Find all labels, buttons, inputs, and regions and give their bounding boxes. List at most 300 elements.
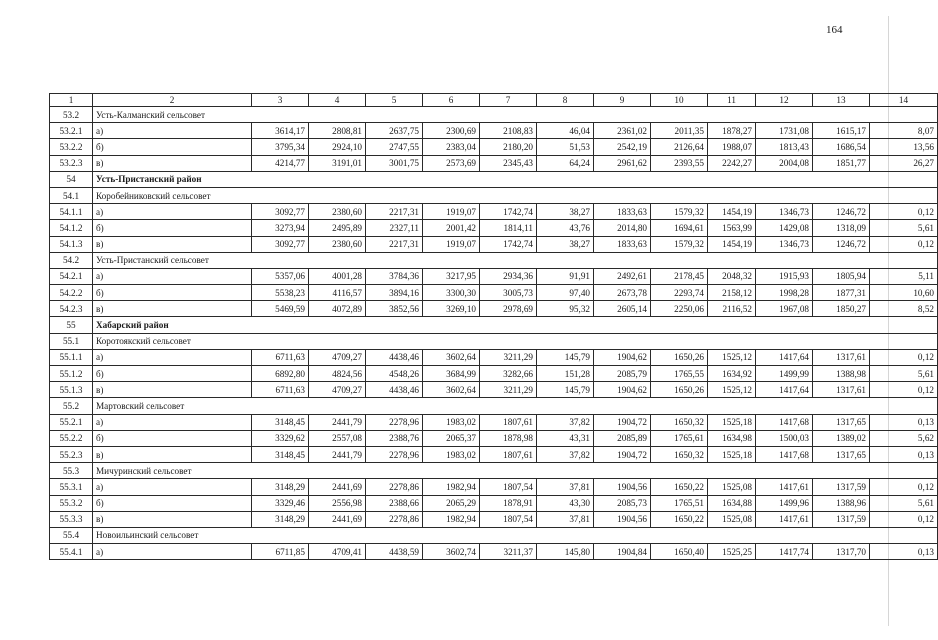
value-cell: 1579,32 (651, 236, 708, 252)
table-header-row (50, 94, 938, 107)
value-cell: 1650,22 (651, 511, 708, 527)
value-cell: 2573,69 (423, 155, 480, 171)
value-cell: 91,91 (537, 268, 594, 284)
value-cell: 2242,27 (708, 155, 756, 171)
value-cell: 6892,80 (252, 366, 309, 382)
value-cell: 2048,32 (708, 268, 756, 284)
row-label: в) (93, 446, 252, 462)
value-cell: 3148,29 (252, 511, 309, 527)
row-label: б) (93, 430, 252, 446)
table-row (50, 414, 938, 430)
table-row (50, 382, 938, 398)
tariff-table (49, 93, 938, 560)
row-code: 55.1.2 (50, 366, 93, 382)
value-cell: 1634,88 (708, 495, 756, 511)
value-cell: 1686,54 (813, 139, 870, 155)
section-title: Усть-Калманский сельсовет (93, 107, 938, 123)
value-cell: 1317,65 (813, 414, 870, 430)
value-cell: 1634,98 (708, 430, 756, 446)
row-label: а) (93, 544, 252, 560)
section-row (50, 463, 938, 479)
value-cell: 1454,19 (708, 236, 756, 252)
value-cell: 1807,61 (480, 446, 537, 462)
column-header: 5 (366, 94, 423, 107)
value-cell: 1317,59 (813, 511, 870, 527)
value-cell: 2556,98 (309, 495, 366, 511)
value-cell: 1388,98 (813, 366, 870, 382)
value-cell: 2441,79 (309, 414, 366, 430)
value-cell: 4214,77 (252, 155, 309, 171)
table-row (50, 511, 938, 527)
value-cell: 3602,64 (423, 382, 480, 398)
value-cell: 1742,74 (480, 204, 537, 220)
value-cell: 1765,61 (651, 430, 708, 446)
value-cell: 5,61 (870, 366, 938, 382)
value-cell: 51,53 (537, 139, 594, 155)
value-cell: 1615,17 (813, 123, 870, 139)
row-code: 55.3 (50, 463, 93, 479)
value-cell: 1525,18 (708, 446, 756, 462)
value-cell: 1634,92 (708, 366, 756, 382)
value-cell: 2495,89 (309, 220, 366, 236)
value-cell: 3894,16 (366, 285, 423, 301)
value-cell: 3784,36 (366, 268, 423, 284)
value-cell: 1417,64 (756, 349, 813, 365)
value-cell: 1499,99 (756, 366, 813, 382)
value-cell: 1317,70 (813, 544, 870, 560)
table-row (50, 268, 938, 284)
value-cell: 0,13 (870, 544, 938, 560)
value-cell: 2808,81 (309, 123, 366, 139)
value-cell: 1417,61 (756, 479, 813, 495)
value-cell: 1742,74 (480, 236, 537, 252)
value-cell: 1850,27 (813, 301, 870, 317)
value-cell: 1346,73 (756, 236, 813, 252)
value-cell: 0,12 (870, 511, 938, 527)
value-cell: 2961,62 (594, 155, 651, 171)
value-cell: 4709,27 (309, 349, 366, 365)
row-code: 55.4 (50, 527, 93, 543)
value-cell: 2380,60 (309, 204, 366, 220)
district-title: Хабарский район (93, 317, 938, 333)
value-cell: 6711,63 (252, 349, 309, 365)
value-cell: 2116,52 (708, 301, 756, 317)
section-row (50, 333, 938, 349)
value-cell: 46,04 (537, 123, 594, 139)
column-header: 11 (708, 94, 756, 107)
value-cell: 3005,73 (480, 285, 537, 301)
value-cell: 1417,68 (756, 414, 813, 430)
value-cell: 1915,93 (756, 268, 813, 284)
district-row (50, 171, 938, 187)
value-cell: 1317,61 (813, 382, 870, 398)
value-cell: 0,13 (870, 446, 938, 462)
district-row (50, 317, 938, 333)
value-cell: 1650,26 (651, 382, 708, 398)
value-cell: 1983,02 (423, 414, 480, 430)
value-cell: 1417,68 (756, 446, 813, 462)
value-cell: 2388,76 (366, 430, 423, 446)
value-cell: 1346,73 (756, 204, 813, 220)
value-cell: 1904,62 (594, 382, 651, 398)
value-cell: 5,62 (870, 430, 938, 446)
value-cell: 2278,86 (366, 511, 423, 527)
value-cell: 0,12 (870, 349, 938, 365)
value-cell: 1525,12 (708, 349, 756, 365)
value-cell: 3300,30 (423, 285, 480, 301)
value-cell: 2380,60 (309, 236, 366, 252)
value-cell: 0,13 (870, 414, 938, 430)
value-cell: 6711,63 (252, 382, 309, 398)
value-cell: 4116,57 (309, 285, 366, 301)
value-cell: 1983,02 (423, 446, 480, 462)
value-cell: 2108,83 (480, 123, 537, 139)
row-code: 53.2 (50, 107, 93, 123)
value-cell: 1878,98 (480, 430, 537, 446)
value-cell: 4824,56 (309, 366, 366, 382)
value-cell: 2361,02 (594, 123, 651, 139)
column-header: 1 (50, 94, 93, 107)
value-cell: 3795,34 (252, 139, 309, 155)
row-label: б) (93, 139, 252, 155)
value-cell: 4709,41 (309, 544, 366, 560)
value-cell: 0,12 (870, 236, 938, 252)
value-cell: 2542,19 (594, 139, 651, 155)
value-cell: 0,12 (870, 382, 938, 398)
value-cell: 0,12 (870, 204, 938, 220)
row-code: 55.2 (50, 398, 93, 414)
value-cell: 43,76 (537, 220, 594, 236)
row-code: 55 (50, 317, 93, 333)
column-header: 14 (870, 94, 938, 107)
value-cell: 1904,84 (594, 544, 651, 560)
row-label: а) (93, 268, 252, 284)
row-label: а) (93, 349, 252, 365)
value-cell: 2278,86 (366, 479, 423, 495)
row-label: в) (93, 382, 252, 398)
value-cell: 6711,85 (252, 544, 309, 560)
value-cell: 3329,62 (252, 430, 309, 446)
table-row (50, 236, 938, 252)
section-row (50, 398, 938, 414)
value-cell: 3852,56 (366, 301, 423, 317)
value-cell: 43,31 (537, 430, 594, 446)
value-cell: 2158,12 (708, 285, 756, 301)
value-cell: 1650,32 (651, 414, 708, 430)
value-cell: 2383,04 (423, 139, 480, 155)
value-cell: 5469,59 (252, 301, 309, 317)
row-label: б) (93, 285, 252, 301)
value-cell: 8,07 (870, 123, 938, 139)
column-header: 9 (594, 94, 651, 107)
value-cell: 2924,10 (309, 139, 366, 155)
row-code: 55.1.3 (50, 382, 93, 398)
value-cell: 1579,32 (651, 204, 708, 220)
row-code: 55.3.1 (50, 479, 93, 495)
value-cell: 4072,89 (309, 301, 366, 317)
value-cell: 3211,29 (480, 382, 537, 398)
row-label: в) (93, 236, 252, 252)
value-cell: 2441,69 (309, 479, 366, 495)
value-cell: 2637,75 (366, 123, 423, 139)
value-cell: 37,82 (537, 414, 594, 430)
value-cell: 2014,80 (594, 220, 651, 236)
value-cell: 2300,69 (423, 123, 480, 139)
page-number: 164 (826, 24, 843, 36)
value-cell: 1389,02 (813, 430, 870, 446)
value-cell: 1694,61 (651, 220, 708, 236)
value-cell: 2441,79 (309, 446, 366, 462)
value-cell: 1904,72 (594, 446, 651, 462)
value-cell: 5357,06 (252, 268, 309, 284)
value-cell: 2085,79 (594, 366, 651, 382)
value-cell: 1807,54 (480, 511, 537, 527)
column-header: 3 (252, 94, 309, 107)
value-cell: 2217,31 (366, 204, 423, 220)
value-cell: 5538,23 (252, 285, 309, 301)
value-cell: 2345,43 (480, 155, 537, 171)
table-row (50, 366, 938, 382)
value-cell: 3614,17 (252, 123, 309, 139)
value-cell: 64,24 (537, 155, 594, 171)
value-cell: 2492,61 (594, 268, 651, 284)
value-cell: 1388,96 (813, 495, 870, 511)
value-cell: 1317,59 (813, 479, 870, 495)
table-row (50, 349, 938, 365)
row-code: 55.4.1 (50, 544, 93, 560)
value-cell: 1525,12 (708, 382, 756, 398)
value-cell: 2085,89 (594, 430, 651, 446)
value-cell: 1318,09 (813, 220, 870, 236)
row-code: 54.2.1 (50, 268, 93, 284)
row-label: а) (93, 479, 252, 495)
value-cell: 2178,45 (651, 268, 708, 284)
value-cell: 3602,64 (423, 349, 480, 365)
value-cell: 37,82 (537, 446, 594, 462)
value-cell: 1429,08 (756, 220, 813, 236)
value-cell: 1878,91 (480, 495, 537, 511)
value-cell: 0,12 (870, 479, 938, 495)
value-cell: 3602,74 (423, 544, 480, 560)
value-cell: 3217,95 (423, 268, 480, 284)
value-cell: 1982,94 (423, 511, 480, 527)
value-cell: 4438,46 (366, 382, 423, 398)
value-cell: 3211,37 (480, 544, 537, 560)
value-cell: 145,79 (537, 382, 594, 398)
table-row (50, 479, 938, 495)
value-cell: 1904,62 (594, 349, 651, 365)
table-row (50, 544, 938, 560)
value-cell: 1563,99 (708, 220, 756, 236)
row-label: а) (93, 123, 252, 139)
value-cell: 1851,77 (813, 155, 870, 171)
value-cell: 1317,65 (813, 446, 870, 462)
value-cell: 1967,08 (756, 301, 813, 317)
value-cell: 8,52 (870, 301, 938, 317)
section-title: Коротоякский сельсовет (93, 333, 938, 349)
value-cell: 2557,08 (309, 430, 366, 446)
value-cell: 3211,29 (480, 349, 537, 365)
value-cell: 2278,96 (366, 446, 423, 462)
table-row (50, 446, 938, 462)
value-cell: 1525,08 (708, 511, 756, 527)
value-cell: 2085,73 (594, 495, 651, 511)
value-cell: 2180,20 (480, 139, 537, 155)
section-row (50, 107, 938, 123)
value-cell: 3282,66 (480, 366, 537, 382)
value-cell: 2126,64 (651, 139, 708, 155)
value-cell: 4438,59 (366, 544, 423, 560)
table-row (50, 123, 938, 139)
section-row (50, 527, 938, 543)
value-cell: 1833,63 (594, 204, 651, 220)
row-code: 53.2.3 (50, 155, 93, 171)
value-cell: 2004,08 (756, 155, 813, 171)
value-cell: 10,60 (870, 285, 938, 301)
table-row (50, 155, 938, 171)
value-cell: 3273,94 (252, 220, 309, 236)
value-cell: 1982,94 (423, 479, 480, 495)
row-code: 55.1 (50, 333, 93, 349)
value-cell: 2217,31 (366, 236, 423, 252)
value-cell: 2673,78 (594, 285, 651, 301)
value-cell: 2393,55 (651, 155, 708, 171)
value-cell: 3092,77 (252, 204, 309, 220)
value-cell: 1998,28 (756, 285, 813, 301)
row-label: в) (93, 155, 252, 171)
row-code: 53.2.2 (50, 139, 93, 155)
row-code: 55.3.2 (50, 495, 93, 511)
value-cell: 1904,56 (594, 511, 651, 527)
row-label: б) (93, 366, 252, 382)
value-cell: 1807,54 (480, 479, 537, 495)
value-cell: 5,11 (870, 268, 938, 284)
value-cell: 1650,32 (651, 446, 708, 462)
value-cell: 1731,08 (756, 123, 813, 139)
row-code: 54.2.2 (50, 285, 93, 301)
value-cell: 2441,69 (309, 511, 366, 527)
row-code: 54.1.2 (50, 220, 93, 236)
value-cell: 1878,27 (708, 123, 756, 139)
section-row (50, 187, 938, 203)
section-title: Мичуринский сельсовет (93, 463, 938, 479)
column-header: 8 (537, 94, 594, 107)
row-code: 54 (50, 171, 93, 187)
value-cell: 1525,08 (708, 479, 756, 495)
table-row (50, 430, 938, 446)
row-code: 54.1 (50, 187, 93, 203)
value-cell: 1317,61 (813, 349, 870, 365)
row-code: 55.2.1 (50, 414, 93, 430)
value-cell: 1650,22 (651, 479, 708, 495)
row-code: 54.2 (50, 252, 93, 268)
value-cell: 2065,37 (423, 430, 480, 446)
value-cell: 43,30 (537, 495, 594, 511)
value-cell: 3148,45 (252, 414, 309, 430)
section-title: Коробейниковский сельсовет (93, 187, 938, 203)
value-cell: 145,80 (537, 544, 594, 560)
table-row (50, 220, 938, 236)
section-row (50, 252, 938, 268)
value-cell: 145,79 (537, 349, 594, 365)
value-cell: 1904,72 (594, 414, 651, 430)
value-cell: 3269,10 (423, 301, 480, 317)
column-header: 7 (480, 94, 537, 107)
value-cell: 1919,07 (423, 236, 480, 252)
value-cell: 2605,14 (594, 301, 651, 317)
table-body (50, 94, 938, 560)
value-cell: 3329,46 (252, 495, 309, 511)
value-cell: 1988,07 (708, 139, 756, 155)
value-cell: 1246,72 (813, 204, 870, 220)
column-header: 10 (651, 94, 708, 107)
value-cell: 1499,96 (756, 495, 813, 511)
row-code: 54.1.1 (50, 204, 93, 220)
row-code: 53.2.1 (50, 123, 93, 139)
table-row (50, 285, 938, 301)
value-cell: 2293,74 (651, 285, 708, 301)
value-cell: 37,81 (537, 479, 594, 495)
value-cell: 2011,35 (651, 123, 708, 139)
value-cell: 2001,42 (423, 220, 480, 236)
row-label: в) (93, 511, 252, 527)
value-cell: 3684,99 (423, 366, 480, 382)
value-cell: 1650,40 (651, 544, 708, 560)
table-row (50, 495, 938, 511)
table-row (50, 139, 938, 155)
value-cell: 4438,46 (366, 349, 423, 365)
row-label: а) (93, 414, 252, 430)
value-cell: 2250,06 (651, 301, 708, 317)
value-cell: 4001,28 (309, 268, 366, 284)
value-cell: 37,81 (537, 511, 594, 527)
row-code: 55.3.3 (50, 511, 93, 527)
column-header: 6 (423, 94, 480, 107)
value-cell: 1454,19 (708, 204, 756, 220)
value-cell: 2747,55 (366, 139, 423, 155)
value-cell: 1500,03 (756, 430, 813, 446)
row-label: в) (93, 301, 252, 317)
value-cell: 1525,25 (708, 544, 756, 560)
section-title: Новоильинский сельсовет (93, 527, 938, 543)
value-cell: 151,28 (537, 366, 594, 382)
value-cell: 5,61 (870, 220, 938, 236)
value-cell: 13,56 (870, 139, 938, 155)
row-code: 55.2.3 (50, 446, 93, 462)
value-cell: 2388,66 (366, 495, 423, 511)
value-cell: 1877,31 (813, 285, 870, 301)
value-cell: 2934,36 (480, 268, 537, 284)
value-cell: 1525,18 (708, 414, 756, 430)
value-cell: 38,27 (537, 204, 594, 220)
value-cell: 3001,75 (366, 155, 423, 171)
value-cell: 1833,63 (594, 236, 651, 252)
value-cell: 95,32 (537, 301, 594, 317)
value-cell: 1904,56 (594, 479, 651, 495)
value-cell: 1805,94 (813, 268, 870, 284)
value-cell: 1814,11 (480, 220, 537, 236)
value-cell: 1919,07 (423, 204, 480, 220)
section-title: Мартовский сельсовет (93, 398, 938, 414)
row-code: 55.1.1 (50, 349, 93, 365)
value-cell: 4709,27 (309, 382, 366, 398)
value-cell: 3191,01 (309, 155, 366, 171)
value-cell: 3148,29 (252, 479, 309, 495)
value-cell: 1807,61 (480, 414, 537, 430)
section-title: Усть-Пристанский сельсовет (93, 252, 938, 268)
value-cell: 2978,69 (480, 301, 537, 317)
value-cell: 2065,29 (423, 495, 480, 511)
